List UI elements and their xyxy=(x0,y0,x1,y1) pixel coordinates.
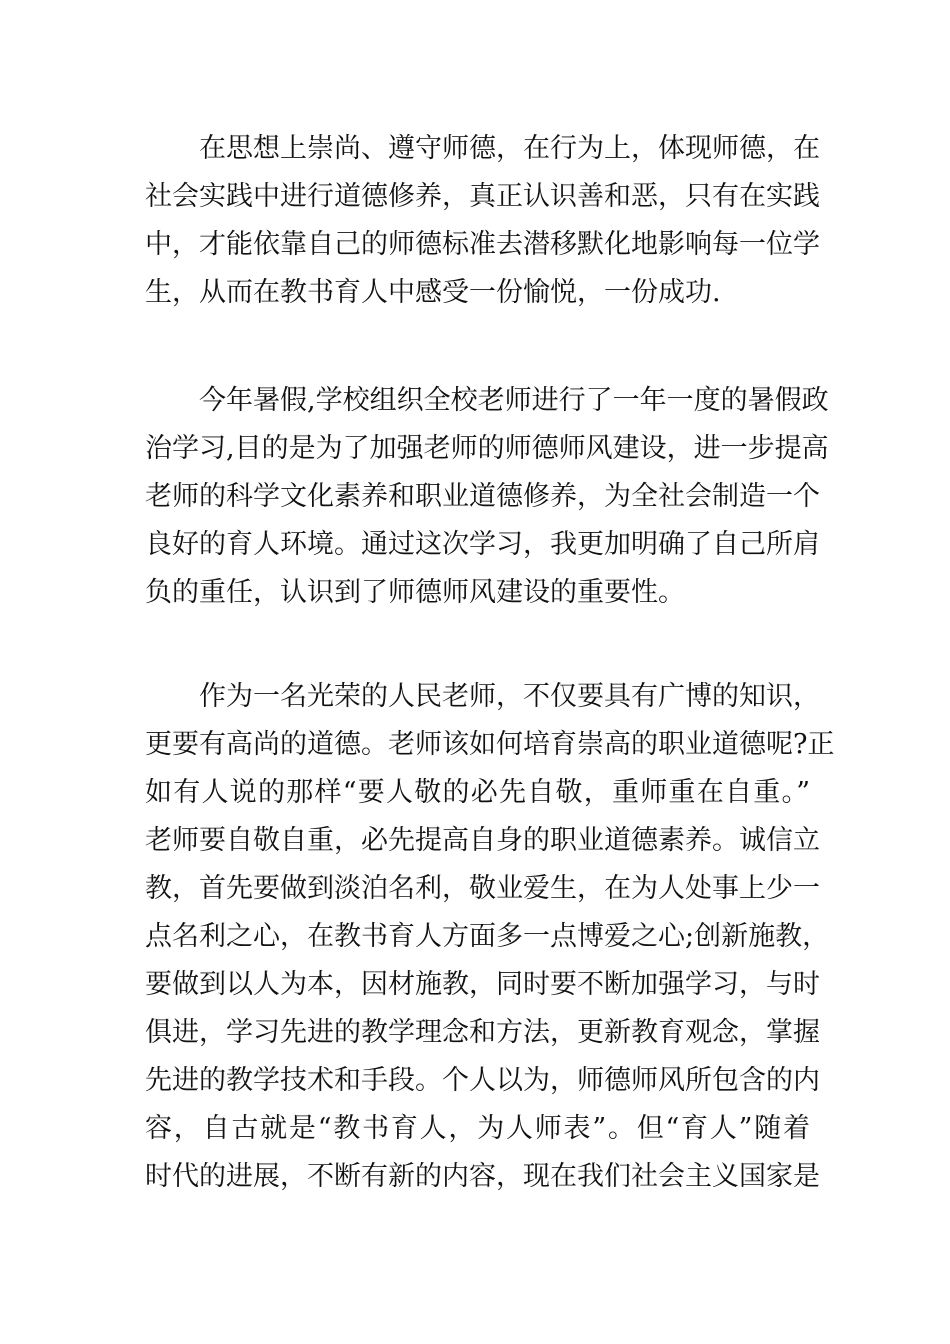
paragraph-1 xyxy=(145,125,820,317)
text-line: 要做到以人为本，因材施教，同时要不断加强学习，与时 xyxy=(145,969,820,1000)
text-line: 生，从而在教书育人中感受一份愉悦，一份成功. xyxy=(145,277,721,308)
text-line: 作为一名光荣的人民老师，不仅要具有广博的知识， xyxy=(199,681,820,712)
text-line: 社会实践中进行道德修养，真正认识善和恶，只有在实践 xyxy=(145,181,820,212)
text-line: 良好的育人环境。通过这次学习，我更加明确了自己所肩 xyxy=(145,529,820,560)
text-line: 今年暑假,学校组织全校老师进行了一年一度的暑假政 xyxy=(199,385,829,416)
paragraph-2 xyxy=(145,377,829,617)
text-line: 治学习,目的是为了加强老师的师德师风建设，进一步提高 xyxy=(145,433,829,464)
text-line: 老师的科学文化素养和职业道德修养，为全社会制造一个 xyxy=(145,481,820,512)
text-line: 在思想上崇尚、遵守师德，在行为上，体现师德，在 xyxy=(199,133,820,164)
text-line: 点名利之心，在教书育人方面多一点博爱之心;创新施教， xyxy=(145,921,830,952)
text-line: 俱进，学习先进的教学理念和方法，更新教育观念，掌握 xyxy=(145,1017,820,1048)
text-line: 先进的教学技术和手段。个人以为，师德师风所包含的内 xyxy=(145,1065,820,1096)
text-line: 中，才能依靠自己的师德标准去潜移默化地影响每一位学 xyxy=(145,229,820,260)
text-line: 老师要自敬自重，必先提高自身的职业道德素养。诚信立 xyxy=(145,825,820,856)
text-line: 更要有高尚的道德。老师该如何培育崇高的职业道德呢?正 xyxy=(145,729,835,760)
text-line: 容，自古就是“教书育人，为人师表”。但“育人”随着 xyxy=(145,1113,810,1144)
text-line: 负的重任，认识到了师德师风建设的重要性。 xyxy=(145,577,685,608)
text-line: 教，首先要做到淡泊名利，敬业爱生，在为人处事上少一 xyxy=(145,873,820,904)
text-line: 时代的进展，不断有新的内容，现在我们社会主义国家是 xyxy=(145,1161,820,1192)
text-line: 如有人说的那样“要人敬的必先自敬，重师重在自重。” xyxy=(145,777,810,808)
paragraph-3 xyxy=(145,673,835,1201)
